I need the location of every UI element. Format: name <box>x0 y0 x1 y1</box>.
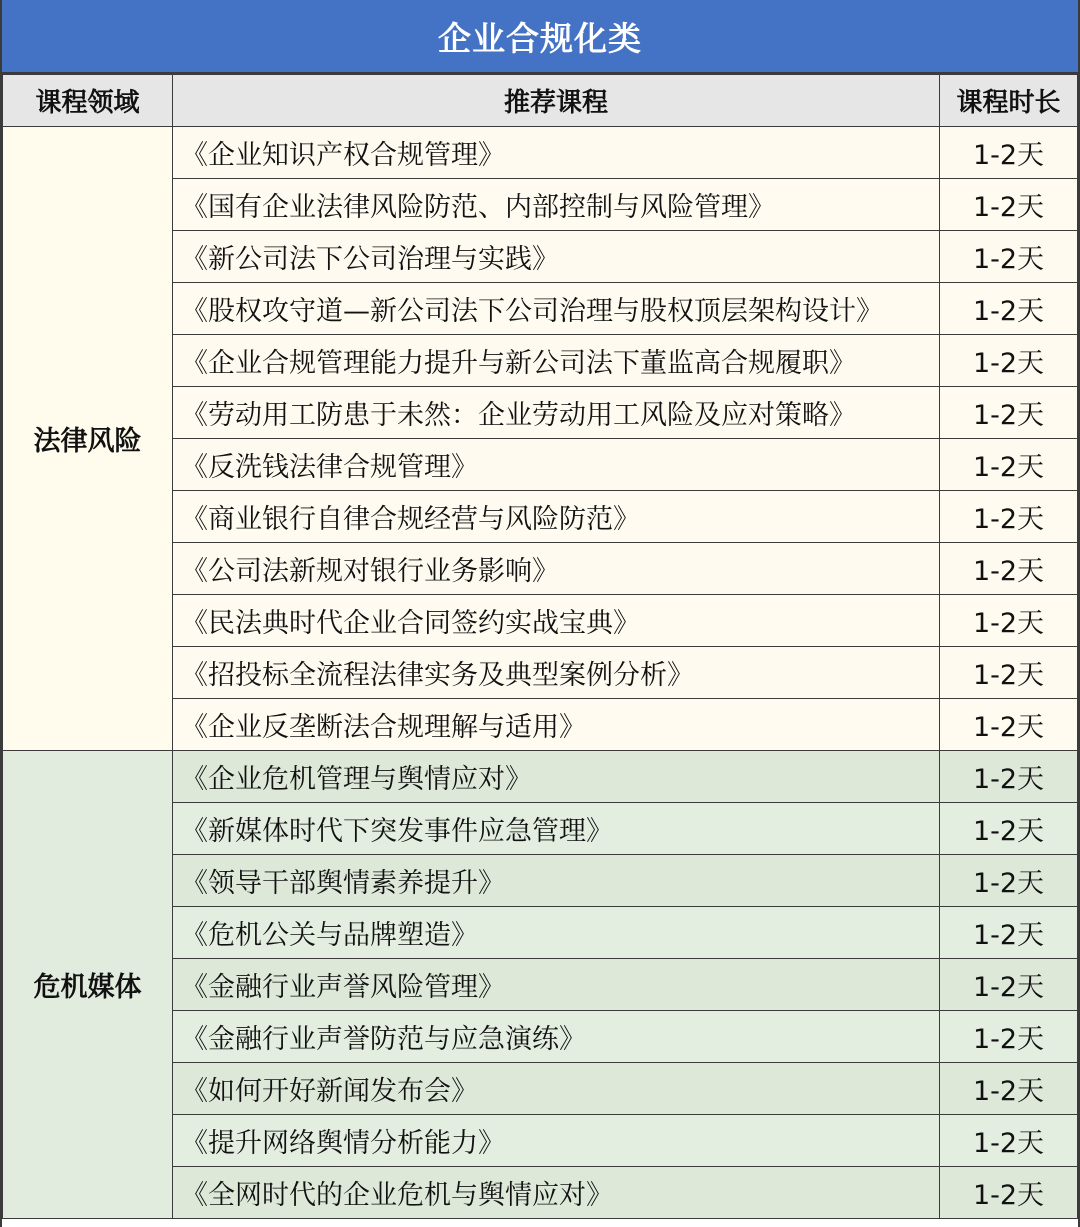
course-name-cell: 《金融行业声誉防范与应急演练》 <box>173 1011 940 1063</box>
course-name-cell: 《新公司法下公司治理与实践》 <box>173 231 940 283</box>
course-name-cell: 《企业合规管理能力提升与新公司法下董监高合规履职》 <box>173 335 940 387</box>
course-name-cell: 《领导干部舆情素养提升》 <box>173 855 940 907</box>
course-name-cell: 《危机公关与品牌塑造》 <box>173 907 940 959</box>
header-domain: 课程领域 <box>3 75 173 127</box>
course-duration-cell: 1-2天 <box>940 1167 1078 1219</box>
course-duration-cell: 1-2天 <box>940 907 1078 959</box>
course-duration-cell: 1-2天 <box>940 803 1078 855</box>
course-duration-cell: 1-2天 <box>940 1063 1078 1115</box>
course-name-cell: 《劳动用工防患于未然：企业劳动用工风险及应对策略》 <box>173 387 940 439</box>
course-name-cell: 《国有企业法律风险防范、内部控制与风险管理》 <box>173 179 940 231</box>
course-duration-cell: 1-2天 <box>940 179 1078 231</box>
course-name-cell: 《新媒体时代下突发事件应急管理》 <box>173 803 940 855</box>
table-row <box>3 127 1078 179</box>
course-name-cell: 《企业反垄断法合规理解与适用》 <box>173 699 940 751</box>
course-name-cell: 《全网时代的企业危机与舆情应对》 <box>173 1167 940 1219</box>
course-name-cell: 《民法典时代企业合同签约实战宝典》 <box>173 595 940 647</box>
course-duration-cell: 1-2天 <box>940 491 1078 543</box>
course-name-cell: 《金融行业声誉风险管理》 <box>173 959 940 1011</box>
course-name-cell: 《企业危机管理与舆情应对》 <box>173 751 940 803</box>
course-duration-cell: 1-2天 <box>940 647 1078 699</box>
course-duration-cell: 1-2天 <box>940 543 1078 595</box>
course-name-cell: 《公司法新规对银行业务影响》 <box>173 543 940 595</box>
domain-cell: 危机媒体 <box>3 751 173 1219</box>
course-name-cell: 《招投标全流程法律实务及典型案例分析》 <box>173 647 940 699</box>
course-name-cell: 《商业银行自律合规经营与风险防范》 <box>173 491 940 543</box>
course-table <box>2 74 1078 1219</box>
domain-cell: 法律风险 <box>3 127 173 751</box>
course-name-cell: 《反洗钱法律合规管理》 <box>173 439 940 491</box>
course-duration-cell: 1-2天 <box>940 283 1078 335</box>
course-name-cell: 《企业知识产权合规管理》 <box>173 127 940 179</box>
course-duration-cell: 1-2天 <box>940 335 1078 387</box>
header-duration: 课程时长 <box>940 75 1078 127</box>
header-course: 推荐课程 <box>173 75 940 127</box>
table-row <box>3 751 1078 803</box>
course-duration-cell: 1-2天 <box>940 751 1078 803</box>
course-duration-cell: 1-2天 <box>940 439 1078 491</box>
course-duration-cell: 1-2天 <box>940 595 1078 647</box>
course-duration-cell: 1-2天 <box>940 699 1078 751</box>
course-name-cell: 《股权攻守道—新公司法下公司治理与股权顶层架构设计》 <box>173 283 940 335</box>
table-body <box>3 127 1078 1219</box>
course-duration-cell: 1-2天 <box>940 387 1078 439</box>
course-duration-cell: 1-2天 <box>940 127 1078 179</box>
course-name-cell: 《提升网络舆情分析能力》 <box>173 1115 940 1167</box>
course-duration-cell: 1-2天 <box>940 1011 1078 1063</box>
header-row <box>3 75 1078 127</box>
course-duration-cell: 1-2天 <box>940 959 1078 1011</box>
course-name-cell: 《如何开好新闻发布会》 <box>173 1063 940 1115</box>
course-duration-cell: 1-2天 <box>940 1115 1078 1167</box>
course-duration-cell: 1-2天 <box>940 855 1078 907</box>
course-duration-cell: 1-2天 <box>940 231 1078 283</box>
table-title: 企业合规化类 <box>2 0 1078 74</box>
